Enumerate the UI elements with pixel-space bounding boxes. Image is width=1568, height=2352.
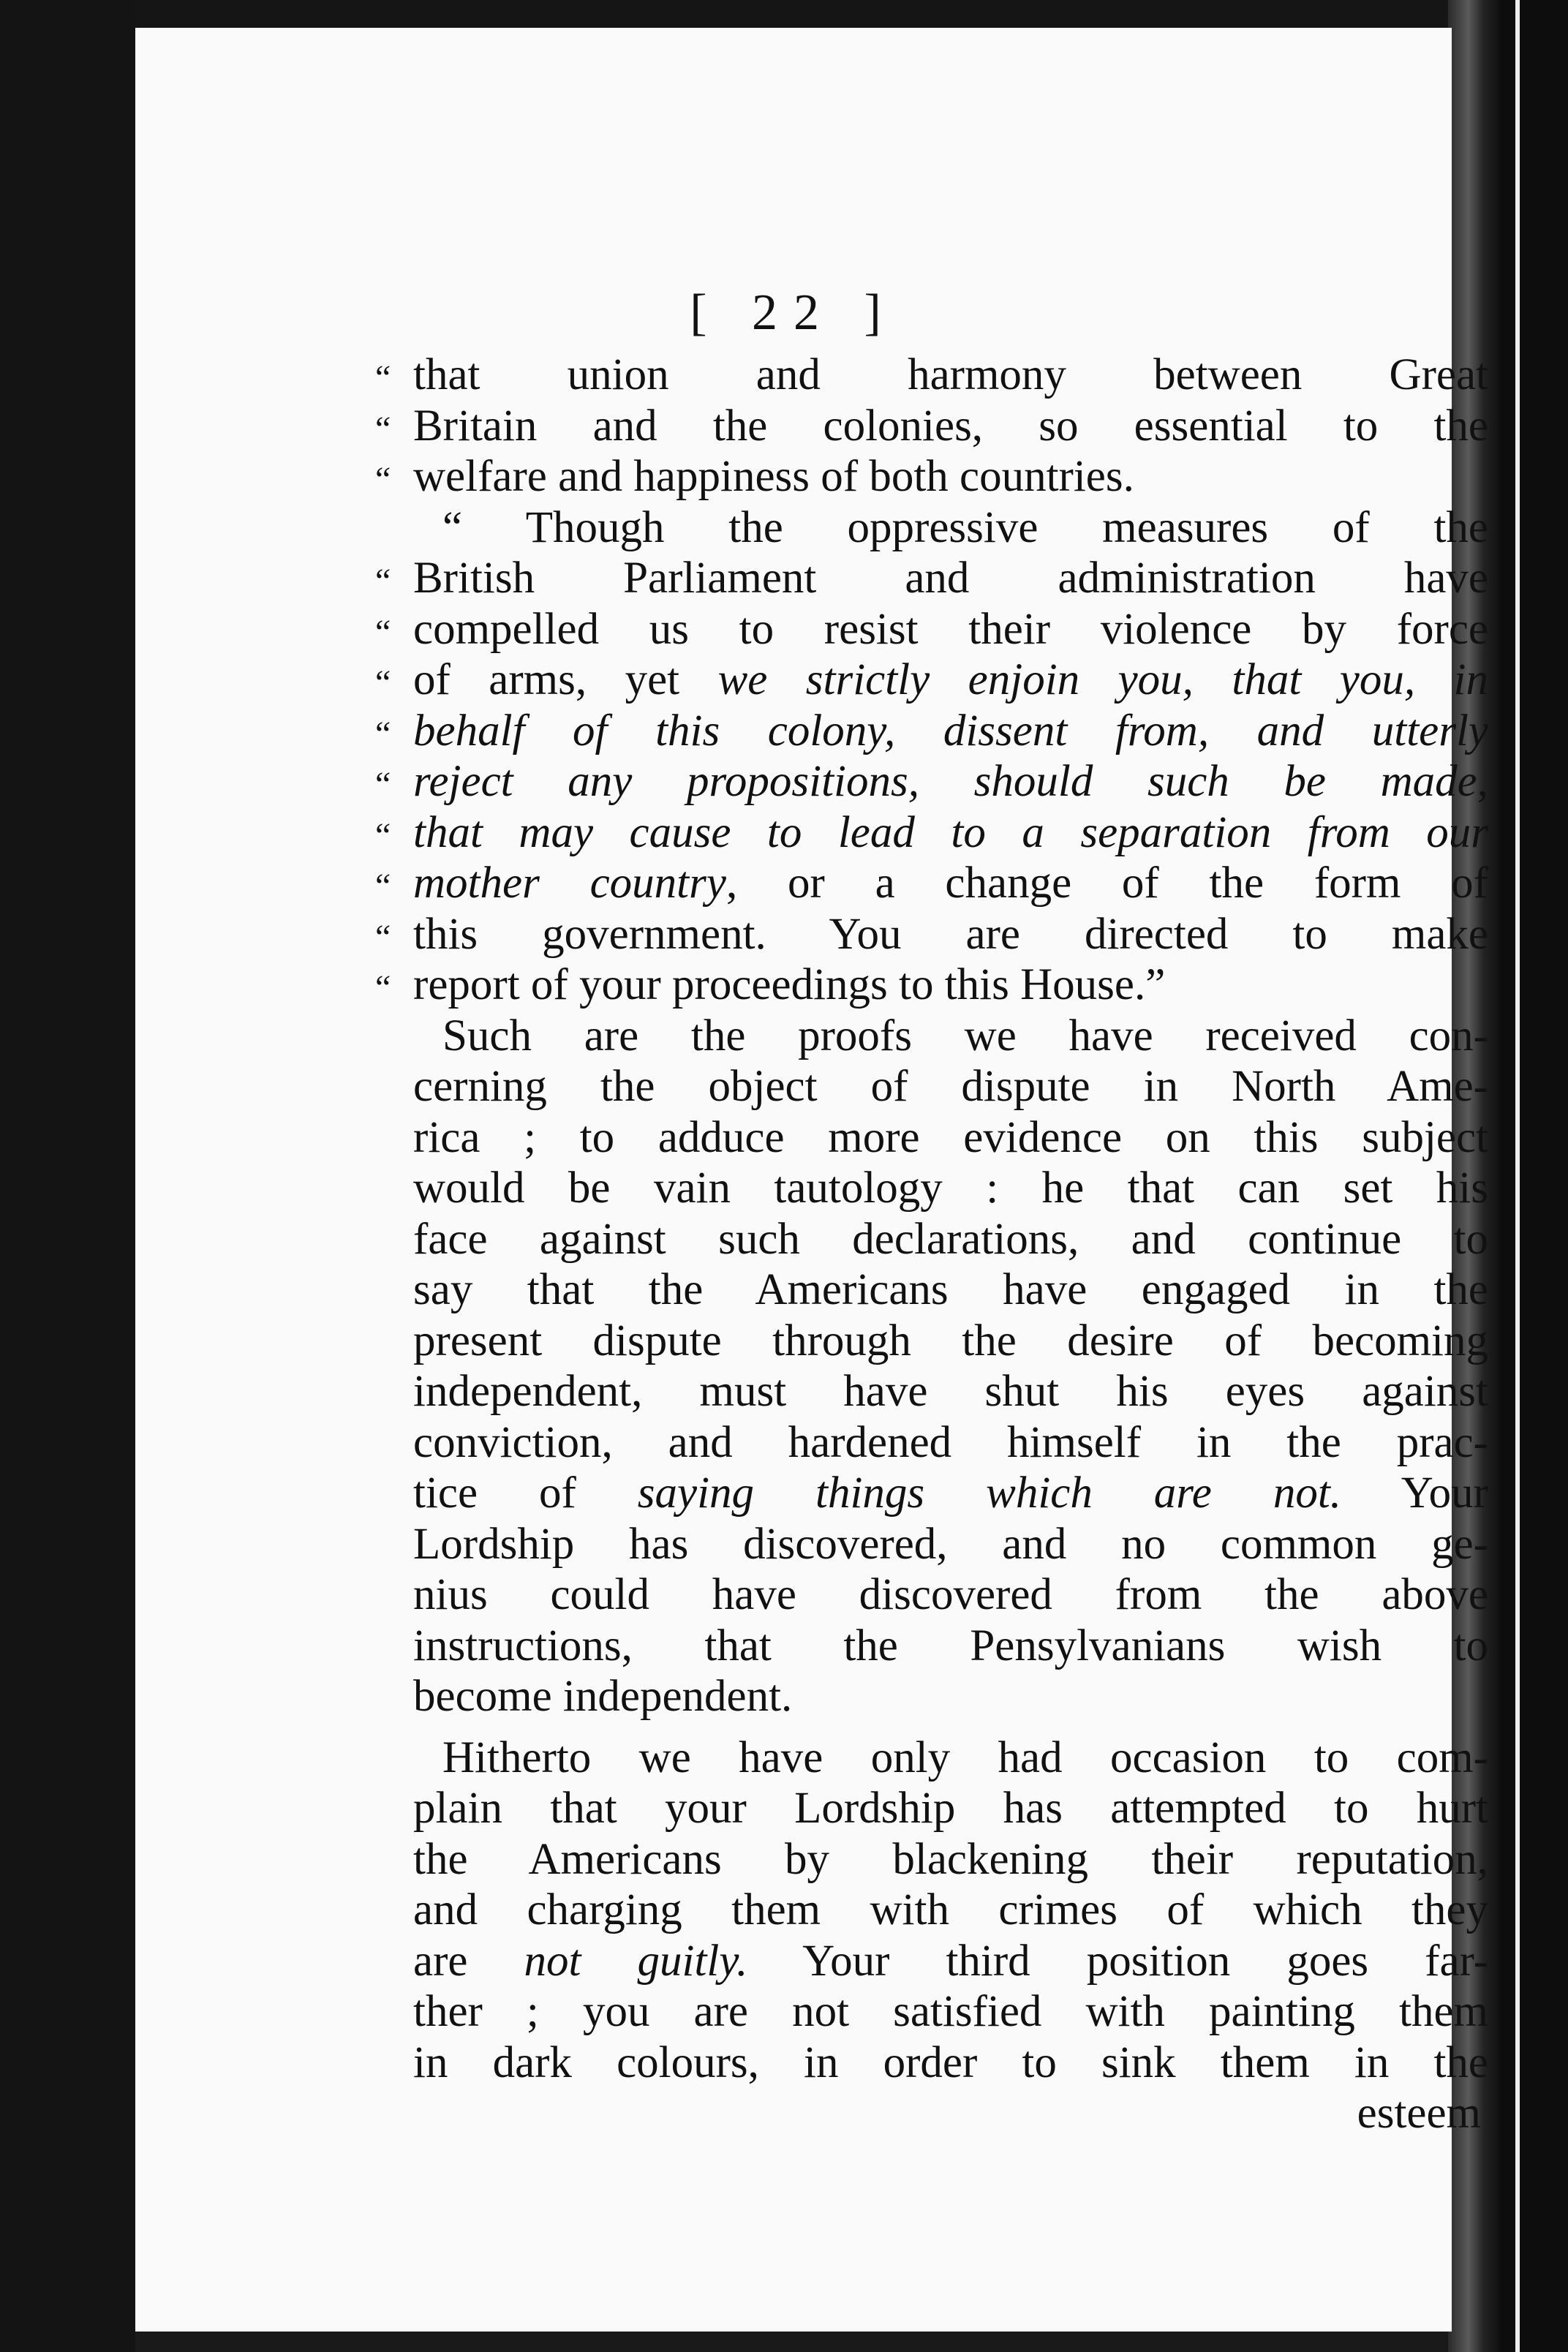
- quote-mark: “: [375, 409, 391, 448]
- quote-mark: “: [375, 968, 391, 1007]
- text-run: tice of: [413, 1469, 638, 1518]
- quote-mark: “: [375, 460, 391, 499]
- text-line: [413, 1061, 1488, 1112]
- text-line: [413, 1733, 1488, 1784]
- text-line: [375, 401, 1488, 452]
- text-run: the Americans by blackening their reputation,: [413, 1834, 1488, 1884]
- italic-text: saying things which are not.: [637, 1469, 1342, 1518]
- quote-mark: “: [375, 815, 391, 855]
- text-line: [375, 706, 1488, 757]
- text-run: Lordship has discovered, and no common ge-: [413, 1519, 1488, 1569]
- facing-page-edge: [1515, 0, 1520, 2352]
- text-run: that union and harmony between Great: [413, 350, 1488, 399]
- text-run: Such are the proofs we have received con-: [442, 1011, 1488, 1060]
- text-line: [413, 1214, 1488, 1265]
- text-line: [413, 1986, 1488, 2038]
- italic-text: reject any propositions, should such be made,: [413, 757, 1488, 806]
- text-run: and charging them with crimes of which they: [413, 1885, 1488, 1934]
- text-run: are: [413, 1936, 524, 1986]
- text-line: [375, 655, 1488, 706]
- text-run: Hitherto we have only had occasion to com-: [442, 1733, 1488, 1782]
- text-line: [413, 1112, 1488, 1164]
- text-run: plain that your Lordship has attempted to hurt: [413, 1784, 1488, 1833]
- catchword: esteem: [1357, 2089, 1481, 2138]
- text-run: conviction, and hardened himself in the prac-: [413, 1417, 1488, 1467]
- text-line: [375, 960, 1488, 1011]
- quote-mark: “: [375, 765, 391, 804]
- text-line: [413, 1671, 1488, 1722]
- text-run: nius could have discovered from the above: [413, 1570, 1488, 1619]
- page-number: [ 22 ]: [690, 284, 897, 341]
- text-line: [413, 1834, 1488, 1885]
- text-line: [375, 350, 1488, 401]
- quote-mark: “: [375, 917, 391, 957]
- italic-text: not guitly.: [524, 1936, 748, 1986]
- text-run: Your: [1341, 1469, 1488, 1518]
- quote-mark: “: [375, 612, 391, 652]
- quote-mark: “: [375, 867, 391, 905]
- text-run: Britain and the colonies, so essential to the: [413, 401, 1488, 451]
- book-page: [135, 28, 1489, 2332]
- text-line: [375, 807, 1488, 859]
- scan-border-left: [0, 0, 135, 2352]
- page-body-text: [375, 350, 1489, 2139]
- text-run: face against such declarations, and continue to: [413, 1214, 1488, 1264]
- text-run: become independent.: [413, 1672, 793, 1721]
- text-run: would be vain tautology : he that can set his: [413, 1164, 1488, 1213]
- text-run: independent, must have shut his eyes against: [413, 1367, 1488, 1416]
- text-line: [413, 1783, 1488, 1834]
- text-line: [413, 1163, 1488, 1214]
- text-run: , or a change of the form of: [725, 859, 1488, 908]
- text-run: compelled us to resist their violence by force: [413, 604, 1488, 654]
- text-line: [375, 451, 1488, 502]
- italic-text: mother country: [413, 859, 726, 908]
- text-line: [413, 1885, 1488, 1936]
- text-line: [413, 1468, 1488, 1519]
- text-line: [375, 604, 1488, 655]
- text-line: [413, 1569, 1488, 1621]
- text-run: in dark colours, in order to sink them in the: [413, 2038, 1488, 2087]
- quote-mark: “: [375, 663, 391, 702]
- text-run: report of your proceedings to this House.”: [413, 960, 1166, 1009]
- text-line: [413, 1316, 1488, 1367]
- scan-border-top: [0, 0, 1568, 28]
- text-run: cerning the object of dispute in North Ame-: [413, 1062, 1488, 1111]
- quote-mark: “: [375, 562, 391, 600]
- text-line: [375, 909, 1488, 960]
- text-line: [413, 1264, 1488, 1316]
- text-line: [413, 1936, 1488, 1987]
- text-run: present dispute through the desire of becoming: [413, 1316, 1488, 1365]
- text-run: British Parliament and administration have: [413, 554, 1488, 603]
- text-line: [413, 1621, 1488, 1672]
- text-line: [413, 1011, 1488, 1062]
- quote-mark: “: [375, 714, 391, 753]
- scan-border-right: [1499, 0, 1568, 2352]
- italic-text: behalf of this colony, dissent from, and utterly: [413, 706, 1488, 755]
- text-run: ther ; you are not satisfied with painting them: [413, 1987, 1488, 2036]
- text-line: [413, 502, 1488, 554]
- text-run: “ Though the oppressive measures of the: [442, 502, 1488, 552]
- text-run: welfare and happiness of both countries.: [413, 452, 1134, 501]
- text-line: [375, 858, 1488, 909]
- text-run: of arms, yet: [413, 655, 718, 704]
- text-line: [413, 1519, 1488, 1570]
- text-run: this government. You are directed to make: [413, 909, 1488, 959]
- text-run: say that the Americans have engaged in the: [413, 1265, 1488, 1314]
- text-run: instructions, that the Pensylvanians wish to: [413, 1621, 1488, 1670]
- text-line: [413, 1417, 1488, 1469]
- text-line: [413, 1366, 1488, 1417]
- italic-text: that may cause to lead to a separation from our: [413, 807, 1488, 857]
- text-run: Your third position goes far-: [747, 1936, 1489, 1986]
- quote-mark: “: [375, 358, 391, 397]
- text-line: [375, 553, 1488, 604]
- text-line: [413, 2038, 1488, 2089]
- italic-text: we strictly enjoin you, that you, in: [717, 655, 1488, 704]
- text-run: rica ; to adduce more evidence on this subject: [413, 1112, 1488, 1162]
- text-line: [375, 756, 1488, 807]
